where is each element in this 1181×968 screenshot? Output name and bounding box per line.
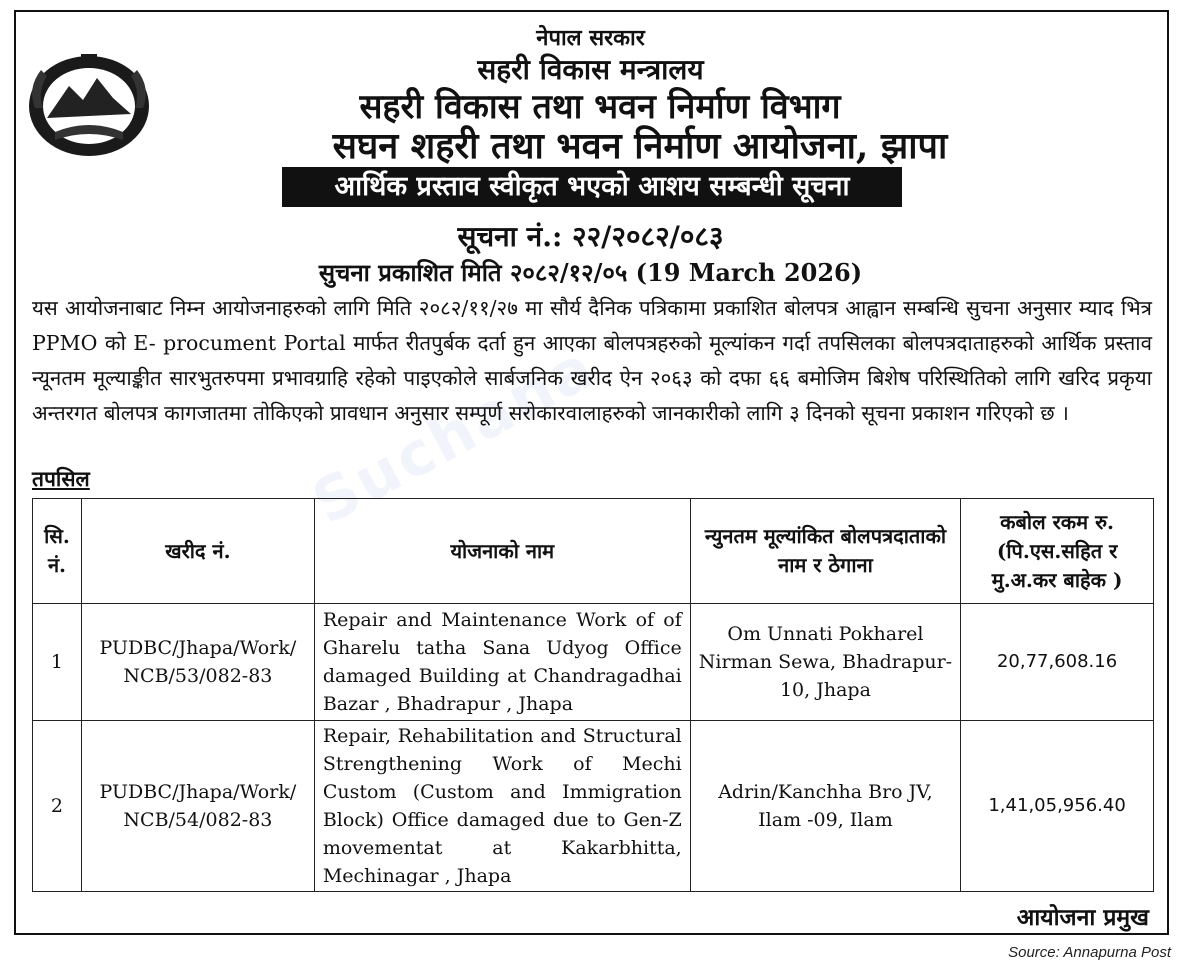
table-header-row	[33, 499, 1154, 604]
cell-bidder: Om Unnati Pokharel Nirman Sewa, Bhadrapur-10, Jhapa	[690, 604, 960, 721]
published-date: सुचना प्रकाशित मिति २०८२/१२/०५ (19 March 2026)	[318, 258, 863, 287]
notice-number: सूचना नं.: २२/२०८२/०८३	[457, 220, 724, 253]
cell-bidder: Adrin/Kanchha Bro JV, Ilam -09, Ilam	[690, 721, 960, 892]
table-row	[33, 604, 1154, 721]
cell-amount: 1,41,05,956.40	[961, 721, 1154, 892]
department-name: सहरी विकास तथा भवन निर्माण विभाग	[359, 87, 841, 127]
cell-project-name: Repair and Maintenance Work of of Gharelu tatha Sana Udyog Office damaged Building at Chandragadhai Bazar , Bhadrapur , Jhapa	[314, 604, 690, 721]
award-table	[32, 498, 1154, 892]
cell-amount: 20,77,608.16	[961, 604, 1154, 721]
cell-project-name: Repair, Rehabilitation and Structural Strengthening Work of Mechi Custom (Custom and Immigration Block) Office damaged due to Gen-Z movementat at Kakarbhitta, Mechinagar , Jhapa	[314, 721, 690, 892]
watermark: Suchana	[301, 331, 608, 539]
table-row	[33, 721, 1154, 892]
cell-sn: 1	[33, 604, 82, 721]
cell-procurement-no: PUDBC/Jhapa/Work/ NCB/54/082-83	[81, 721, 314, 892]
header-sn: सि. नं.	[33, 499, 82, 604]
notice-body: यस आयोजनाबाट निम्न आयोजनाहरुको लागि मिति २०८२/११/२७ मा सौर्य दैनिक पत्रिकामा प्रकाशित बोलपत्र आह्वान सम्बन्धि सुचना अनुसार म्याद भित्र PPMO को E- procument Portal मार्फत रीतपुर्बक दर्ता हुन आएका बोलपत्रहरुको मूल्यांकन गर्दा तपसिलका बोलपत्रदाताहरुको आर्थिक प्रस्ताव न्यूनतम मूल्याङ्कीत सारभुतरुपमा प्रभावग्राहि रहेको पाइएकोले सार्बजनिक खरीद ऐन २०६३ को दफा ६६ बमोजिम बिशेष परिस्थितिको लागि खरिद प्रकृया अन्तरगत बोलपत्र कागजातमा तोकिएको प्रावधान अनुसार सम्पूर्ण सरोकारवालाहरुको जानकारीको लागि ३ दिनको सूचना प्रकाशन गरिएको छ ।	[32, 296, 1152, 425]
notice-banner: आर्थिक प्रस्ताव स्वीकृत भएको आशय सम्बन्धी सूचना	[282, 167, 902, 207]
project-name: सघन शहरी तथा भवन निर्माण आयोजना, झापा	[332, 125, 948, 167]
header-amount: कबोल रकम रु. (पि.एस.सहित र मु.अ.कर बाहेक )	[961, 499, 1154, 604]
schedule-heading: तपसिल	[32, 466, 90, 491]
ministry-name: सहरी विकास मन्त्रालय	[477, 53, 704, 86]
government-name: नेपाल सरकार	[536, 25, 645, 51]
source-credit: Source: Annapurna Post	[1008, 944, 1171, 961]
header-project-name: योजनाको नाम	[314, 499, 690, 604]
header-bidder: न्युनतम मूल्यांकित बोलपत्रदाताको नाम र ठेगाना	[690, 499, 960, 604]
cell-procurement-no: PUDBC/Jhapa/Work/ NCB/53/082-83	[81, 604, 314, 721]
cell-sn: 2	[33, 721, 82, 892]
signature-title: आयोजना प्रमुख	[1016, 904, 1149, 931]
header-procurement-no: खरीद नं.	[81, 499, 314, 604]
